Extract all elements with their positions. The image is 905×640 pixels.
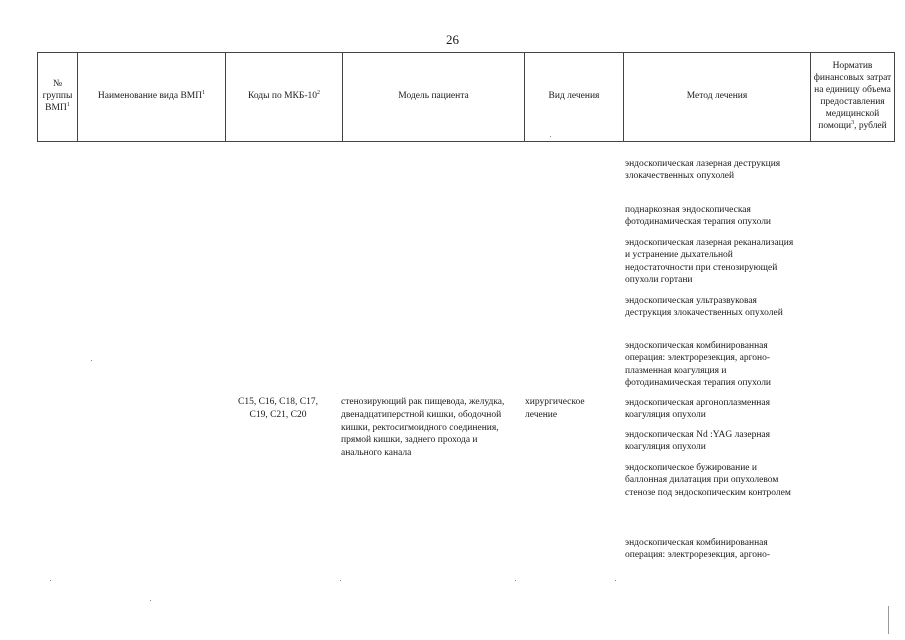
method-item: эндоскопическая ультразвуковая деструкция злокачественных опухолей [625, 296, 783, 319]
method-item: эндоскопическая комбинированная операция: электрорезекция, аргоно- [625, 538, 771, 561]
patient-model-cell: стенозирующий рак пищевода, желудка, двенадцатиперстной кишки, ободочной кишки, ректосигмоидного соединения, прямой кишки, заднего прохода и анального канала [341, 397, 505, 459]
icd-codes-cell: C15, C16, C18, C17, C19, C21, C20 [238, 397, 318, 420]
page-number: 26 [446, 32, 459, 47]
method-item: эндоскопическая комбинированная операция: электрорезекция, аргоно-плазменная коагуляция и фотодинамическая терапия опухоли [625, 341, 772, 389]
method-item: эндоскопическая Nd :YAG лазерная коагуляция опухоли [625, 430, 771, 453]
scan-speck [515, 580, 516, 581]
header-treatment-type: Вид лечения [525, 53, 624, 142]
header-treatment-method: Метод лечения [624, 53, 811, 142]
scan-speck [91, 360, 92, 361]
scan-speck [550, 136, 551, 137]
header-icd-codes: Коды по МКБ-$10^2$ [226, 53, 343, 142]
method-item: эндоскопическая лазерная реканализация и устранение дыхательной недостаточности при стенозирующей опухоли гортани [625, 238, 794, 286]
method-item: эндоскопическая аргоноплазменная коагуляция опухоли [625, 398, 770, 421]
table-header [37, 52, 895, 142]
treatment-type-cell: хирургическое лечение [525, 397, 585, 420]
scan-edge-line [888, 606, 889, 634]
method-item: эндоскопическое бужирование и баллонная дилатация при опухолевом стенозе под эндоскопическим контролем [625, 463, 791, 498]
scan-speck [150, 600, 151, 601]
header-cost-standard: Норматив финансовых затрат на единицу объема предоставления медицинской помощи$^3$, рублей [811, 53, 895, 142]
header-group-number: № группы ВМП$^1$ [38, 53, 78, 142]
scan-speck [50, 580, 51, 581]
header-patient-model: Модель пациента [343, 53, 525, 142]
scan-speck [615, 580, 616, 581]
scan-speck [340, 580, 341, 581]
header-vmp-name: Наименование вида ВМП$^1$ [78, 53, 226, 142]
method-item: эндоскопическая лазерная деструкция злокачественных опухолей [625, 159, 781, 182]
method-item: поднаркозная эндоскопическая фотодинамическая терапия опухоли [625, 205, 772, 228]
